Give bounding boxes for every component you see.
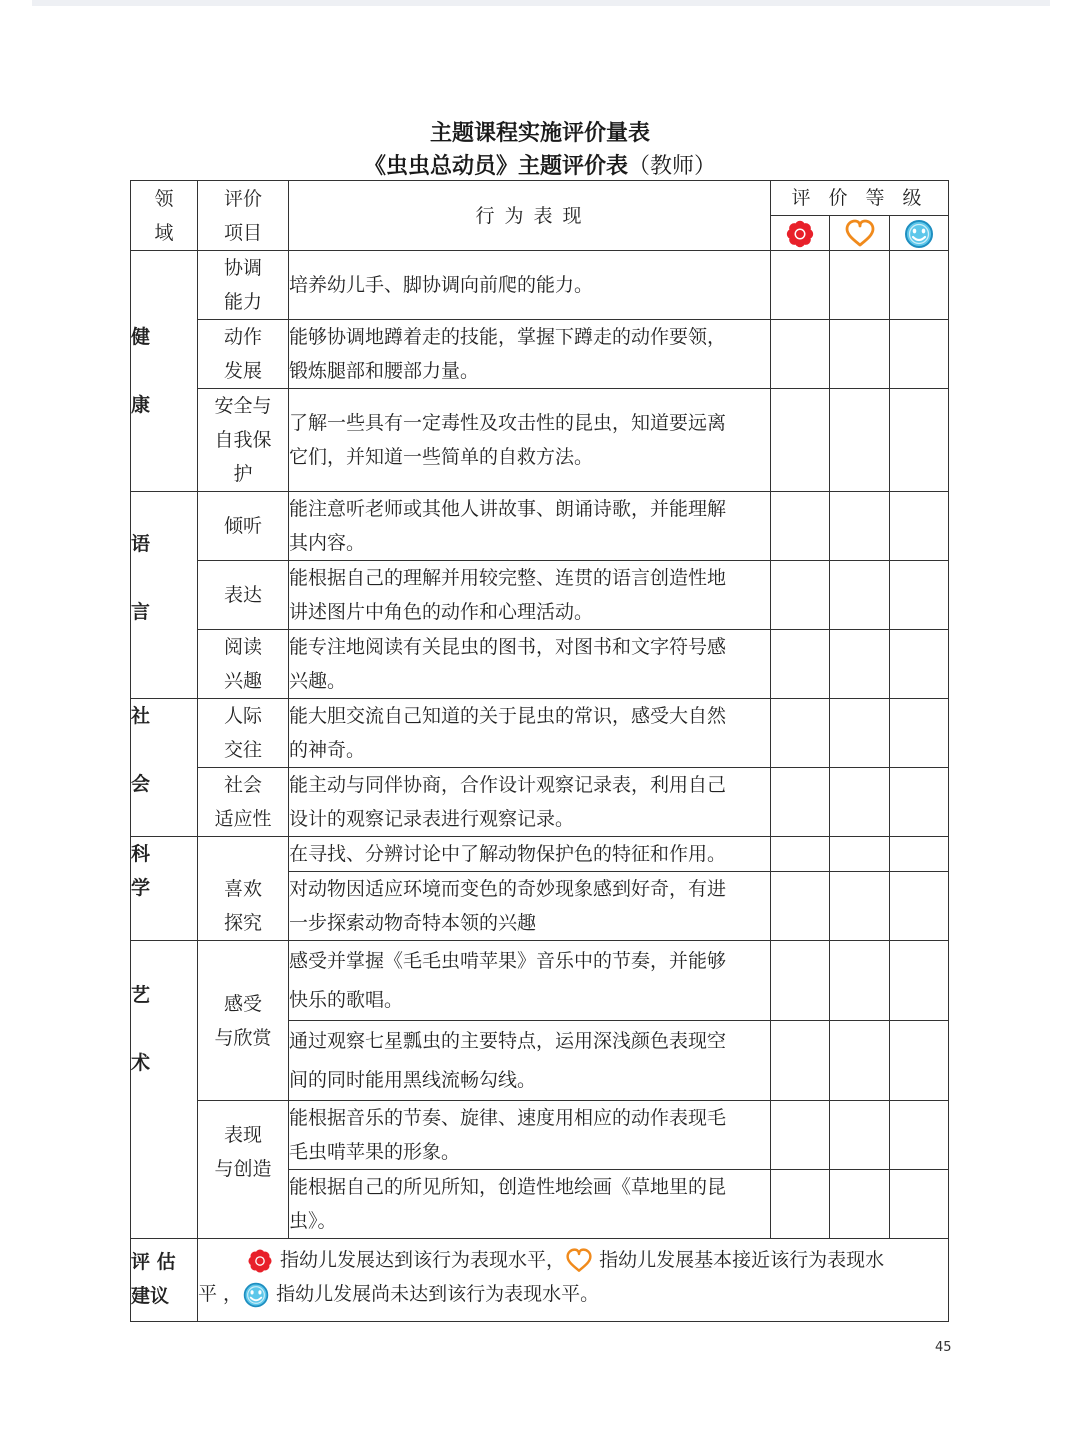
desc-line: 兴趣。 bbox=[289, 670, 347, 692]
footer-note bbox=[198, 1239, 949, 1322]
footer-label bbox=[131, 1239, 198, 1322]
grade-cell[interactable] bbox=[830, 699, 890, 768]
area-science bbox=[131, 837, 198, 941]
desc-line: 锻炼腿部和腰部力量。 bbox=[289, 360, 480, 382]
desc-line: 能根据音乐的节奏、旋律、速度用相应的动作表现毛 bbox=[289, 1107, 727, 1129]
desc-line: 设计的观察记录表进行观察记录。 bbox=[289, 808, 575, 830]
item-cell bbox=[198, 941, 289, 1101]
item-line: 阅读 bbox=[223, 636, 262, 658]
table-row bbox=[131, 1239, 949, 1322]
grade-cell[interactable] bbox=[771, 561, 830, 630]
footer-label-line2: 建议 bbox=[131, 1285, 170, 1307]
area-social bbox=[131, 699, 198, 837]
grade-cell[interactable] bbox=[890, 492, 949, 561]
top-edge-bar bbox=[32, 0, 1050, 6]
grade-cell[interactable] bbox=[890, 699, 949, 768]
desc-cell bbox=[289, 1170, 771, 1239]
grade-cell[interactable] bbox=[771, 1170, 830, 1239]
item-cell bbox=[198, 320, 289, 389]
orange-heart-icon bbox=[565, 1247, 593, 1275]
item-line: 适应性 bbox=[214, 808, 272, 830]
item-line: 能力 bbox=[223, 291, 262, 313]
item-line: 探究 bbox=[223, 911, 262, 934]
desc-line: 通过观察七星瓢虫的主要特点，运用深浅颜色表现空 bbox=[289, 1029, 727, 1052]
footer-label-line1: 评 估 bbox=[131, 1251, 176, 1273]
evaluation-table bbox=[130, 180, 949, 1322]
desc-cell bbox=[289, 872, 771, 941]
grade-cell[interactable] bbox=[771, 1101, 830, 1170]
desc-line: 在寻找、分辨讨论中了解动物保护色的特征和作用。 bbox=[289, 843, 727, 865]
table-row bbox=[131, 630, 949, 699]
desc-line: 毛虫啃苹果的形象。 bbox=[289, 1141, 461, 1163]
table-row bbox=[131, 768, 949, 837]
grade-cell[interactable] bbox=[830, 1170, 890, 1239]
item-cell bbox=[198, 699, 289, 768]
item-cell bbox=[198, 251, 289, 320]
table-row bbox=[131, 699, 949, 768]
area-language bbox=[131, 492, 198, 699]
desc-line: 能根据自己的所见所知，创造性地绘画《草地里的昆 bbox=[289, 1176, 727, 1198]
header-behavior: 行 为 表 现 bbox=[289, 181, 771, 251]
grade-cell[interactable] bbox=[830, 872, 890, 941]
grade-cell[interactable] bbox=[890, 320, 949, 389]
item-line: 安全与 bbox=[214, 395, 272, 417]
table-row bbox=[131, 320, 949, 389]
table-row bbox=[131, 492, 949, 561]
item-line: 发展 bbox=[223, 360, 262, 382]
item-line: 协调 bbox=[223, 257, 262, 279]
item-cell bbox=[198, 837, 289, 941]
item-line: 社会 bbox=[223, 774, 262, 796]
desc-cell bbox=[289, 768, 771, 837]
grade-cell[interactable] bbox=[771, 492, 830, 561]
item-line: 护 bbox=[233, 463, 253, 485]
area-language-char1: 语 bbox=[131, 533, 151, 555]
desc-cell bbox=[289, 492, 771, 561]
desc-line: 能主动与同伴协商，合作设计观察记录表，利用自己 bbox=[289, 774, 727, 796]
note-smiley-text: 指幼儿发展尚未达到该行为表现水平。 bbox=[276, 1283, 600, 1305]
footer-note-line1 bbox=[198, 1243, 948, 1277]
grade-cell[interactable] bbox=[830, 1021, 890, 1101]
grade-cell[interactable] bbox=[830, 941, 890, 1021]
item-line: 倾听 bbox=[223, 515, 262, 537]
desc-cell bbox=[289, 1101, 771, 1170]
grade-cell[interactable] bbox=[830, 630, 890, 699]
item-cell bbox=[198, 492, 289, 561]
blue-smiley-icon bbox=[903, 218, 935, 250]
grade-cell[interactable] bbox=[890, 941, 949, 1021]
item-line: 与欣赏 bbox=[214, 1026, 272, 1049]
item-cell bbox=[198, 630, 289, 699]
grade-cell[interactable] bbox=[890, 1101, 949, 1170]
desc-line: 一步探索动物奇特本领的兴趣 bbox=[289, 912, 537, 934]
red-flower-icon bbox=[246, 1247, 274, 1275]
desc-cell bbox=[289, 837, 771, 872]
grade-cell[interactable] bbox=[890, 1021, 949, 1101]
header-item bbox=[198, 181, 289, 251]
item-line: 人际 bbox=[223, 705, 262, 727]
page-title: 主题课程实施评价量表 bbox=[429, 121, 650, 146]
grade-cell[interactable] bbox=[830, 251, 890, 320]
note-flower-text: 指幼儿发展达到该行为表现水平， bbox=[280, 1249, 566, 1271]
desc-line: 能大胆交流自己知道的关于昆虫的常识，感受大自然 bbox=[289, 705, 727, 727]
desc-cell bbox=[289, 699, 771, 768]
desc-line: 对动物因适应环境而变色的奇妙现象感到好奇，有进 bbox=[289, 878, 727, 900]
grade-cell[interactable] bbox=[890, 768, 949, 837]
grade-cell[interactable] bbox=[771, 389, 830, 492]
item-cell bbox=[198, 389, 289, 492]
grade-cell[interactable] bbox=[890, 251, 949, 320]
grade-cell[interactable] bbox=[771, 699, 830, 768]
grade-cell[interactable] bbox=[771, 837, 830, 872]
grade-cell[interactable] bbox=[830, 1101, 890, 1170]
desc-line: 感受并掌握《毛毛虫啃苹果》音乐中的节奏，并能够 bbox=[289, 949, 727, 972]
page-subtitle bbox=[0, 149, 1080, 180]
header-item-line2: 项目 bbox=[223, 221, 262, 244]
grade-cell[interactable] bbox=[771, 768, 830, 837]
item-line: 表现 bbox=[223, 1124, 262, 1146]
desc-cell bbox=[289, 389, 771, 492]
page-number: 45 bbox=[935, 1340, 952, 1355]
grade-cell[interactable] bbox=[830, 389, 890, 492]
orange-heart-icon bbox=[844, 218, 876, 250]
area-social-char2: 会 bbox=[131, 773, 151, 795]
area-art bbox=[131, 941, 198, 1239]
desc-line: 虫》。 bbox=[289, 1210, 337, 1232]
table-row bbox=[131, 389, 949, 492]
grade-cell[interactable] bbox=[890, 872, 949, 941]
area-art-char2: 术 bbox=[131, 1052, 151, 1074]
desc-line: 能根据自己的理解并用较完整、连贯的语言创造性地 bbox=[289, 567, 727, 589]
item-line: 交往 bbox=[223, 739, 262, 761]
footer-note-line2 bbox=[198, 1277, 948, 1311]
item-cell bbox=[198, 768, 289, 837]
desc-line: 能专注地阅读有关昆虫的图书，对图书和文字符号感 bbox=[289, 636, 727, 658]
area-science-char1: 科 bbox=[131, 843, 151, 865]
header-area bbox=[131, 181, 198, 251]
red-flower-icon bbox=[784, 218, 816, 250]
subtitle-main: 《虫虫总动员》主题评价表 bbox=[363, 154, 628, 179]
desc-line: 讲述图片中角色的动作和心理活动。 bbox=[289, 601, 594, 623]
item-cell bbox=[198, 1101, 289, 1239]
grade-cell[interactable] bbox=[771, 320, 830, 389]
table-row bbox=[131, 561, 949, 630]
grade-cell[interactable] bbox=[890, 1170, 949, 1239]
desc-line: 其内容。 bbox=[289, 532, 366, 554]
grade-cell[interactable] bbox=[830, 320, 890, 389]
note-line2-start: 平 ， bbox=[198, 1283, 243, 1305]
desc-line: 能注意听老师或其他人讲故事、朗诵诗歌，并能理解 bbox=[289, 498, 727, 520]
table-row bbox=[131, 941, 949, 1021]
area-health-char2: 康 bbox=[131, 394, 151, 416]
header-grade: 评 价 等 级 bbox=[771, 181, 949, 216]
item-line: 自我保 bbox=[214, 429, 272, 451]
header-area-line1: 领 bbox=[154, 187, 174, 210]
grade-cell[interactable] bbox=[771, 941, 830, 1021]
desc-cell bbox=[289, 941, 771, 1021]
item-line: 表达 bbox=[223, 584, 262, 606]
area-language-char2: 言 bbox=[131, 601, 151, 623]
header-area-line2: 域 bbox=[154, 221, 174, 244]
grade-cell[interactable] bbox=[890, 389, 949, 492]
header-heart-cell bbox=[830, 216, 890, 251]
area-health-char1: 健 bbox=[131, 326, 151, 348]
item-line: 感受 bbox=[223, 992, 262, 1015]
grade-cell[interactable] bbox=[771, 1021, 830, 1101]
table-row bbox=[131, 1101, 949, 1170]
header-smiley-cell bbox=[890, 216, 949, 251]
grade-cell[interactable] bbox=[830, 492, 890, 561]
desc-cell bbox=[289, 630, 771, 699]
blue-smiley-icon bbox=[242, 1281, 270, 1309]
grade-cell[interactable] bbox=[830, 561, 890, 630]
grade-cell[interactable] bbox=[771, 872, 830, 941]
item-line: 动作 bbox=[223, 326, 262, 348]
grade-cell[interactable] bbox=[890, 630, 949, 699]
item-line: 兴趣 bbox=[223, 670, 262, 692]
area-health bbox=[131, 251, 198, 492]
grade-cell[interactable] bbox=[771, 630, 830, 699]
note-heart-text: 指幼儿发展基本接近该行为表现水 bbox=[599, 1249, 885, 1271]
item-cell bbox=[198, 561, 289, 630]
item-line: 喜欢 bbox=[223, 877, 262, 900]
desc-cell bbox=[289, 320, 771, 389]
desc-line: 的神奇。 bbox=[289, 739, 366, 761]
desc-line: 间的同时能用黑线流畅勾线。 bbox=[289, 1068, 537, 1091]
desc-line: 培养幼儿手、脚协调向前爬的能力。 bbox=[289, 274, 594, 296]
desc-line: 能够协调地蹲着走的技能，掌握下蹲走的动作要领， bbox=[289, 326, 727, 348]
desc-line: 快乐的歌唱。 bbox=[289, 988, 404, 1011]
subtitle-paren: （教师） bbox=[628, 154, 717, 179]
grade-cell[interactable] bbox=[771, 251, 830, 320]
grade-cell[interactable] bbox=[830, 768, 890, 837]
area-science-char2: 学 bbox=[131, 877, 151, 899]
area-social-char1: 社 bbox=[131, 705, 151, 727]
table-row bbox=[131, 251, 949, 320]
table-row bbox=[131, 837, 949, 872]
desc-cell bbox=[289, 251, 771, 320]
area-art-char1: 艺 bbox=[131, 984, 151, 1006]
desc-cell bbox=[289, 1021, 771, 1101]
desc-line: 它们，并知道一些简单的自救方法。 bbox=[289, 446, 594, 468]
header-item-line1: 评价 bbox=[223, 187, 262, 210]
grade-cell[interactable] bbox=[890, 561, 949, 630]
item-line: 与创造 bbox=[214, 1158, 272, 1180]
desc-line: 了解一些具有一定毒性及攻击性的昆虫，知道要远离 bbox=[289, 412, 727, 434]
grade-cell[interactable] bbox=[830, 837, 890, 872]
grade-cell[interactable] bbox=[890, 837, 949, 872]
desc-cell bbox=[289, 561, 771, 630]
header-flower-cell bbox=[771, 216, 830, 251]
